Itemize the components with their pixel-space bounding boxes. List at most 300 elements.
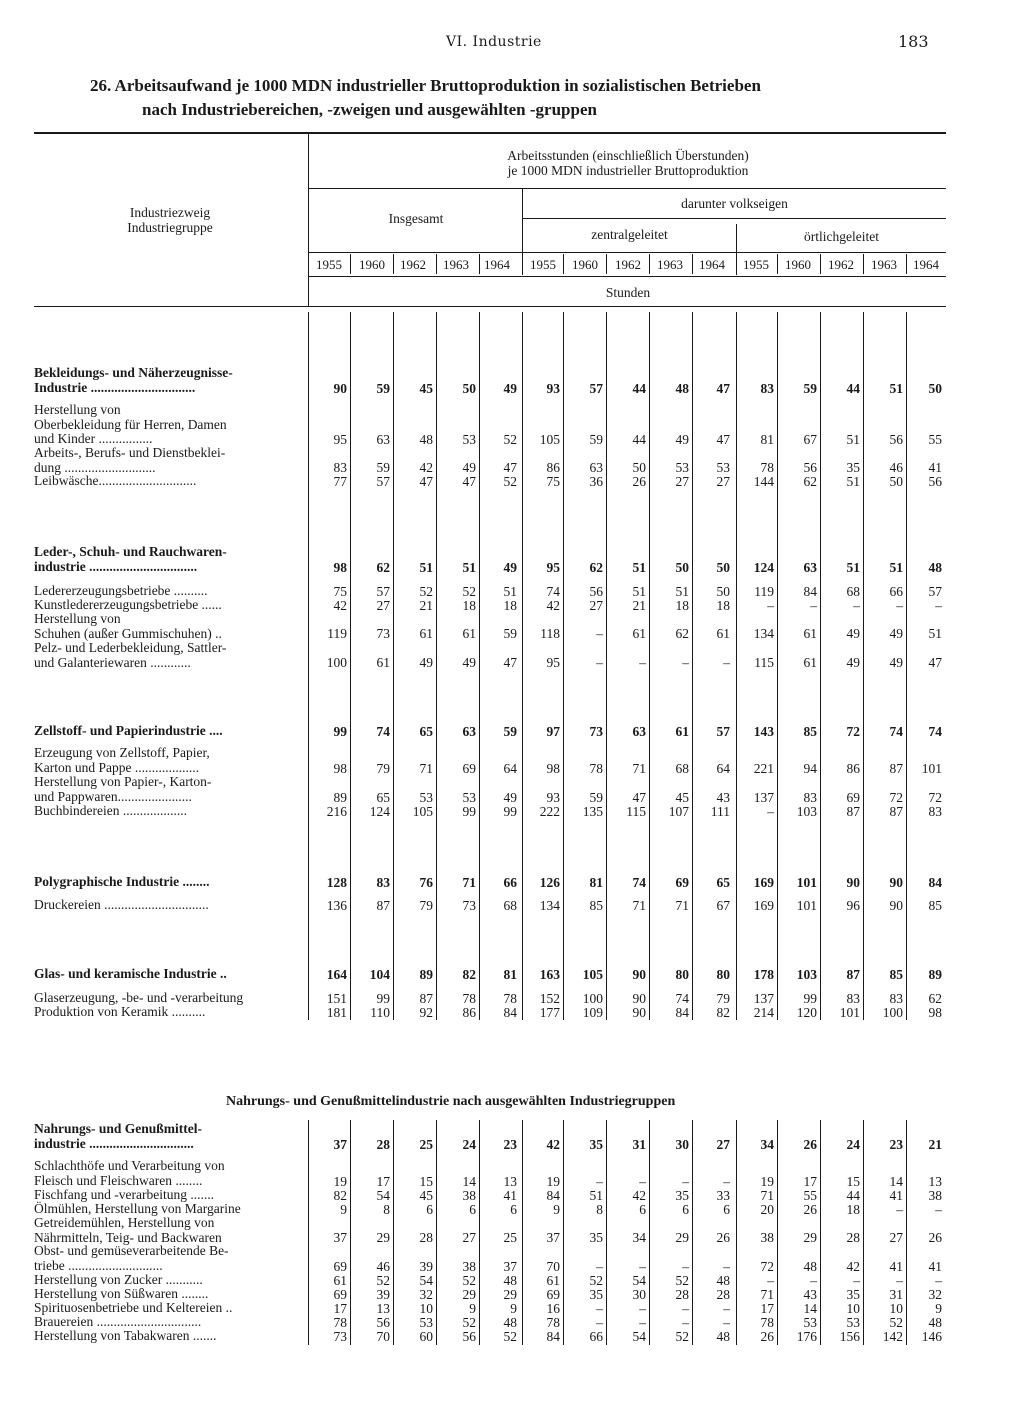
table-cell: 15 <box>419 1174 433 1189</box>
table-cell: – <box>767 1273 774 1288</box>
table-cell: 84 <box>675 1005 689 1020</box>
table-cell: 169 <box>753 875 774 890</box>
table-cell: 44 <box>632 381 646 396</box>
zentral-header: zentralgeleitet <box>591 227 668 242</box>
table-cell: – <box>723 655 730 670</box>
oertlich-header: örtlichgeleitet <box>804 229 879 244</box>
table-cell: 55 <box>803 1188 817 1203</box>
table-cell: 78 <box>546 1315 560 1330</box>
header-rule-3 <box>309 252 946 253</box>
table-cell: 6 <box>639 1202 646 1217</box>
row-label-line: Herstellung von Süßwaren ........ <box>34 1286 209 1301</box>
year-cell-divider <box>606 254 607 274</box>
table-cell: 28 <box>675 1287 689 1302</box>
table-row <box>0 804 1024 820</box>
year-header: 1955 <box>530 257 556 272</box>
table-cell: 17 <box>760 1301 774 1316</box>
table-cell: 97 <box>546 724 560 739</box>
table-cell: 26 <box>928 1230 942 1245</box>
table-cell: 54 <box>632 1329 646 1344</box>
year-cell-divider <box>479 254 480 274</box>
table-cell: 23 <box>889 1137 903 1152</box>
table-cell: – <box>935 598 942 613</box>
table-cell: 90 <box>632 967 646 982</box>
table-cell: 95 <box>546 655 560 670</box>
table-cell: 118 <box>540 626 560 641</box>
table-cell: 46 <box>889 460 903 475</box>
table-cell: 37 <box>333 1137 347 1152</box>
table-cell: 61 <box>632 626 646 641</box>
table-cell: 66 <box>503 875 517 890</box>
table-cell: 42 <box>419 460 433 475</box>
row-label-line: Herstellung von <box>34 402 121 417</box>
table-cell: – <box>896 1202 903 1217</box>
table-cell: 73 <box>462 898 476 913</box>
column-group-header-2: je 1000 MDN industrieller Bruttoproduktion <box>507 163 749 178</box>
table-cell: 120 <box>796 1005 817 1020</box>
table-cell: 90 <box>632 991 646 1006</box>
table-row <box>0 875 1024 891</box>
table-cell: 10 <box>889 1301 903 1316</box>
row-label-line: Erzeugung von Zellstoff, Papier, <box>34 745 210 760</box>
table-cell: – <box>639 1174 646 1189</box>
table-cell: 135 <box>582 804 603 819</box>
table-cell: 52 <box>462 1273 476 1288</box>
table-cell: 80 <box>675 967 689 982</box>
table-cell: 51 <box>419 560 433 575</box>
table-cell: 52 <box>889 1315 903 1330</box>
table-cell: 64 <box>716 761 730 776</box>
table-cell: 72 <box>760 1259 774 1274</box>
table-cell: 41 <box>889 1188 903 1203</box>
table-cell: 50 <box>462 381 476 396</box>
table-cell: 35 <box>846 460 860 475</box>
table-cell: 16 <box>546 1301 560 1316</box>
table-cell: 9 <box>510 1301 517 1316</box>
table-cell: – <box>896 1273 903 1288</box>
table-row <box>0 1329 1024 1345</box>
table-cell: 35 <box>589 1287 603 1302</box>
table-cell: 93 <box>546 790 560 805</box>
table-cell: – <box>596 1259 603 1274</box>
table-cell: 87 <box>376 898 390 913</box>
table-cell: 72 <box>889 790 903 805</box>
year-header: 1963 <box>871 257 897 272</box>
table-cell: 39 <box>376 1287 390 1302</box>
year-cell-divider <box>393 254 394 274</box>
table-cell: 38 <box>462 1188 476 1203</box>
table-cell: 52 <box>462 584 476 599</box>
table-cell: 51 <box>632 560 646 575</box>
table-cell: 90 <box>632 1005 646 1020</box>
table-cell: 61 <box>333 1273 347 1288</box>
row-label-line: Herstellung von Papier-, Karton- <box>34 774 212 789</box>
table-cell: 96 <box>846 898 860 913</box>
table-row <box>0 655 1024 671</box>
year-cell-divider <box>350 254 351 274</box>
table-cell: 19 <box>546 1174 560 1189</box>
table-cell: 69 <box>333 1287 347 1302</box>
table-cell: 71 <box>632 898 646 913</box>
table-cell: 156 <box>839 1329 860 1344</box>
table-cell: 177 <box>539 1005 560 1020</box>
table-cell: 95 <box>333 432 347 447</box>
table-cell: 38 <box>928 1188 942 1203</box>
table-row <box>0 1137 1024 1153</box>
table-cell: 49 <box>889 655 903 670</box>
table-cell: – <box>810 598 817 613</box>
table-row <box>0 724 1024 740</box>
table-cell: 51 <box>889 381 903 396</box>
table-cell: 73 <box>333 1329 347 1344</box>
table-cell: 73 <box>376 626 390 641</box>
table-cell: – <box>596 1174 603 1189</box>
table-cell: 86 <box>462 1005 476 1020</box>
table-cell: 105 <box>582 967 603 982</box>
table-cell: 126 <box>539 875 560 890</box>
table-cell: 51 <box>503 584 517 599</box>
row-label-line: Brauereien ............................... <box>34 1314 202 1329</box>
table-cell: 181 <box>326 1005 347 1020</box>
table-cell: 29 <box>462 1287 476 1302</box>
table-cell: 18 <box>716 598 730 613</box>
table-cell: 56 <box>889 432 903 447</box>
table-cell: 26 <box>803 1202 817 1217</box>
table-cell: 56 <box>589 584 603 599</box>
table-cell: 54 <box>419 1273 433 1288</box>
table-cell: 64 <box>503 761 517 776</box>
header-rule-1 <box>309 188 946 189</box>
row-label-line: Polygraphische Industrie ........ <box>34 874 210 889</box>
table-cell: 222 <box>539 804 560 819</box>
table-cell: 53 <box>419 1315 433 1330</box>
row-label-line: Oberbekleidung für Herren, Damen <box>34 416 227 432</box>
header-rule-2 <box>523 218 946 219</box>
table-cell: 36 <box>589 474 603 489</box>
table-cell: 68 <box>846 584 860 599</box>
row-label-line: industrie ................................ <box>34 558 198 574</box>
table-cell: 83 <box>760 381 774 396</box>
year-header: 1964 <box>913 257 939 272</box>
table-cell: 61 <box>716 626 730 641</box>
table-cell: 144 <box>753 474 774 489</box>
table-cell: 176 <box>796 1329 817 1344</box>
table-cell: 56 <box>462 1329 476 1344</box>
table-cell: – <box>853 1273 860 1288</box>
row-label-line: Arbeits-, Berufs- und Dienstbeklei- <box>34 445 226 460</box>
year-cell-divider <box>863 254 864 274</box>
table-cell: 26 <box>760 1329 774 1344</box>
table-cell: 178 <box>753 967 774 982</box>
table-cell: 15 <box>846 1174 860 1189</box>
table-cell: – <box>682 1259 689 1274</box>
table-cell: 49 <box>462 655 476 670</box>
table-cell: 98 <box>333 560 347 575</box>
table-cell: – <box>723 1259 730 1274</box>
table-cell: 13 <box>928 1174 942 1189</box>
table-cell: 51 <box>632 584 646 599</box>
year-header: 1960 <box>359 257 385 272</box>
table-cell: 82 <box>462 967 476 982</box>
table-cell: 67 <box>716 898 730 913</box>
table-cell: 49 <box>675 432 689 447</box>
row-label-line: Schlachthöfe und Verarbeitung von <box>34 1158 225 1173</box>
table-cell: 48 <box>503 1273 517 1288</box>
table-cell: 32 <box>928 1287 942 1302</box>
row-label-line: Herstellung von Zucker ........... <box>34 1272 203 1287</box>
row-label-line: industrie ............................... <box>34 1135 194 1151</box>
table-cell: 14 <box>462 1174 476 1189</box>
table-cell: – <box>596 626 603 641</box>
table-cell: 52 <box>503 474 517 489</box>
year-header: 1963 <box>657 257 683 272</box>
table-cell: 48 <box>803 1259 817 1274</box>
table-cell: 42 <box>546 1137 560 1152</box>
table-cell: 81 <box>503 967 517 982</box>
table-cell: 142 <box>882 1329 903 1344</box>
row-label-line: Leibwäsche............................. <box>34 473 197 488</box>
table-cell: 124 <box>753 560 774 575</box>
table-cell: 103 <box>796 804 817 819</box>
table-cell: 29 <box>803 1230 817 1245</box>
row-label-line: Herstellung von Tabakwaren ....... <box>34 1328 217 1343</box>
table-cell: 34 <box>632 1230 646 1245</box>
table-cell: 54 <box>632 1273 646 1288</box>
table-cell: 8 <box>383 1202 390 1217</box>
table-cell: 119 <box>754 584 774 599</box>
table-cell: 47 <box>632 790 646 805</box>
table-cell: 83 <box>928 804 942 819</box>
header-bottom-rule <box>34 306 946 307</box>
table-cell: 61 <box>462 626 476 641</box>
table-cell: 136 <box>326 898 347 913</box>
header-rule-4 <box>309 276 946 277</box>
row-label-line: Ledererzeugungsbetriebe .......... <box>34 583 208 598</box>
table-cell: 51 <box>462 560 476 575</box>
table-cell: 83 <box>846 991 860 1006</box>
table-cell: 63 <box>803 560 817 575</box>
row-label-line: dung ........................... <box>34 459 156 475</box>
table-cell: 71 <box>419 761 433 776</box>
table-cell: 27 <box>716 1137 730 1152</box>
table-cell: – <box>896 598 903 613</box>
table-cell: 61 <box>546 1273 560 1288</box>
table-cell: 86 <box>546 460 560 475</box>
table-cell: 62 <box>803 474 817 489</box>
table-cell: 27 <box>675 474 689 489</box>
table-cell: 37 <box>503 1259 517 1274</box>
table-cell: 42 <box>846 1259 860 1274</box>
table-cell: 87 <box>846 804 860 819</box>
table-cell: 17 <box>803 1174 817 1189</box>
table-cell: 30 <box>632 1287 646 1302</box>
year-header: 1960 <box>785 257 811 272</box>
table-cell: 76 <box>419 875 433 890</box>
table-cell: 53 <box>675 460 689 475</box>
page-number: 183 <box>898 32 929 51</box>
table-cell: 29 <box>503 1287 517 1302</box>
table-cell: 84 <box>546 1188 560 1203</box>
table-cell: 101 <box>921 761 942 776</box>
table-cell: 51 <box>846 560 860 575</box>
table-cell: 99 <box>376 991 390 1006</box>
table-cell: 164 <box>326 967 347 982</box>
table-cell: 71 <box>632 761 646 776</box>
row-label-line: und Kinder ................ <box>34 431 153 446</box>
table-cell: 57 <box>589 381 603 396</box>
table-cell: 83 <box>889 991 903 1006</box>
row-label-line: Nährmitteln, Teig- und Backwaren <box>34 1229 222 1245</box>
table-cell: 41 <box>503 1188 517 1203</box>
section-2-title: Nahrungs- und Genußmittelindustrie nach ausgewählten Industriegruppen <box>226 1094 676 1109</box>
table-cell: 33 <box>716 1188 730 1203</box>
table-cell: 53 <box>419 790 433 805</box>
table-cell: 38 <box>760 1230 774 1245</box>
table-cell: 51 <box>889 560 903 575</box>
table-cell: – <box>639 1315 646 1330</box>
table-cell: 62 <box>376 560 390 575</box>
year-cell-divider <box>820 254 821 274</box>
table-cell: 42 <box>632 1188 646 1203</box>
year-header: 1963 <box>443 257 469 272</box>
table-cell: 6 <box>723 1202 730 1217</box>
table-cell: – <box>767 804 774 819</box>
table-cell: 62 <box>928 991 942 1006</box>
year-header: 1960 <box>572 257 598 272</box>
table-cell: 45 <box>419 1188 433 1203</box>
table-cell: 115 <box>754 655 774 670</box>
table-cell: 90 <box>846 875 860 890</box>
table-cell: 48 <box>419 432 433 447</box>
row-label-line: Buchbindereien ................... <box>34 803 187 818</box>
table-cell: – <box>723 1301 730 1316</box>
table-cell: 78 <box>503 991 517 1006</box>
table-cell: 47 <box>503 460 517 475</box>
table-cell: 47 <box>503 655 517 670</box>
table-cell: 41 <box>889 1259 903 1274</box>
table-cell: 51 <box>928 626 942 641</box>
table-cell: 20 <box>760 1202 774 1217</box>
table-cell: 50 <box>716 584 730 599</box>
table-cell: 37 <box>333 1230 347 1245</box>
table-cell: 110 <box>370 1005 390 1020</box>
table-cell: 83 <box>803 790 817 805</box>
table-cell: 85 <box>803 724 817 739</box>
table-cell: – <box>596 1315 603 1330</box>
table-cell: 45 <box>675 790 689 805</box>
year-header: 1962 <box>828 257 854 272</box>
table-cell: 103 <box>796 967 817 982</box>
table-cell: 74 <box>632 875 646 890</box>
table-cell: 14 <box>803 1301 817 1316</box>
row-label-line: Herstellung von <box>34 611 121 626</box>
table-cell: – <box>723 1174 730 1189</box>
table-cell: 28 <box>419 1230 433 1245</box>
table-cell: 78 <box>589 761 603 776</box>
table-cell: 115 <box>626 804 646 819</box>
table-cell: 56 <box>376 1315 390 1330</box>
table-cell: – <box>682 655 689 670</box>
table-cell: 19 <box>760 1174 774 1189</box>
table-cell: 49 <box>503 790 517 805</box>
table-cell: 78 <box>333 1315 347 1330</box>
stub-header-1: Industriezweig <box>129 205 211 220</box>
table-cell: 35 <box>589 1230 603 1245</box>
table-cell: 48 <box>675 381 689 396</box>
table-cell: 75 <box>333 584 347 599</box>
table-cell: 43 <box>803 1287 817 1302</box>
table-cell: 79 <box>376 761 390 776</box>
table-cell: 23 <box>503 1137 517 1152</box>
table-cell: 59 <box>376 381 390 396</box>
table-cell: 93 <box>546 381 560 396</box>
row-label-line: Produktion von Keramik .......... <box>34 1004 206 1019</box>
table-cell: 49 <box>462 460 476 475</box>
year-header: 1964 <box>699 257 725 272</box>
table-cell: 124 <box>369 804 390 819</box>
year-cell-divider <box>436 254 437 274</box>
table-cell: 69 <box>846 790 860 805</box>
table-cell: 19 <box>333 1174 347 1189</box>
table-cell: 87 <box>419 991 433 1006</box>
row-label-line: Kunstledererzeugungsbetriebe ...... <box>34 597 222 612</box>
table-cell: 26 <box>632 474 646 489</box>
table-cell: 9 <box>469 1301 476 1316</box>
table-cell: 134 <box>539 898 560 913</box>
table-cell: 85 <box>928 898 942 913</box>
table-cell: 52 <box>419 584 433 599</box>
table-cell: 52 <box>462 1315 476 1330</box>
table-cell: 63 <box>462 724 476 739</box>
table-cell: 151 <box>326 991 347 1006</box>
table-cell: 18 <box>462 598 476 613</box>
table-cell: 9 <box>340 1202 347 1217</box>
table-cell: 53 <box>716 460 730 475</box>
table-cell: 214 <box>753 1005 774 1020</box>
table-cell: 84 <box>503 1005 517 1020</box>
row-label-line: Fleisch und Fleischwaren ........ <box>34 1172 203 1188</box>
year-header: 1962 <box>400 257 426 272</box>
table-cell: 59 <box>803 381 817 396</box>
table-cell: 29 <box>376 1230 390 1245</box>
table-row <box>0 967 1024 983</box>
table-cell: 57 <box>716 724 730 739</box>
table-cell: 105 <box>539 432 560 447</box>
row-label-line: triebe ............................ <box>34 1257 163 1273</box>
table-cell: 25 <box>503 1230 517 1245</box>
row-label-line: Getreidemühlen, Herstellung von <box>34 1215 215 1230</box>
table-cell: 13 <box>503 1174 517 1189</box>
table-cell: 81 <box>760 432 774 447</box>
table-cell: 72 <box>928 790 942 805</box>
table-cell: 69 <box>546 1287 560 1302</box>
table-cell: 43 <box>716 790 730 805</box>
table-cell: 50 <box>716 560 730 575</box>
row-label-line: Fischfang und -verarbeitung ....... <box>34 1187 214 1202</box>
table-cell: 89 <box>419 967 433 982</box>
table-cell: 17 <box>376 1174 390 1189</box>
table-cell: 101 <box>796 875 817 890</box>
table-cell: 67 <box>803 432 817 447</box>
table-cell: 39 <box>419 1259 433 1274</box>
table-cell: 10 <box>419 1301 433 1316</box>
table-cell: 75 <box>546 474 560 489</box>
table-cell: – <box>810 1273 817 1288</box>
table-cell: 84 <box>803 584 817 599</box>
year-cell-divider <box>649 254 650 274</box>
table-cell: 35 <box>589 1137 603 1152</box>
row-label-line: Ölmühlen, Herstellung von Margarine <box>34 1201 241 1216</box>
